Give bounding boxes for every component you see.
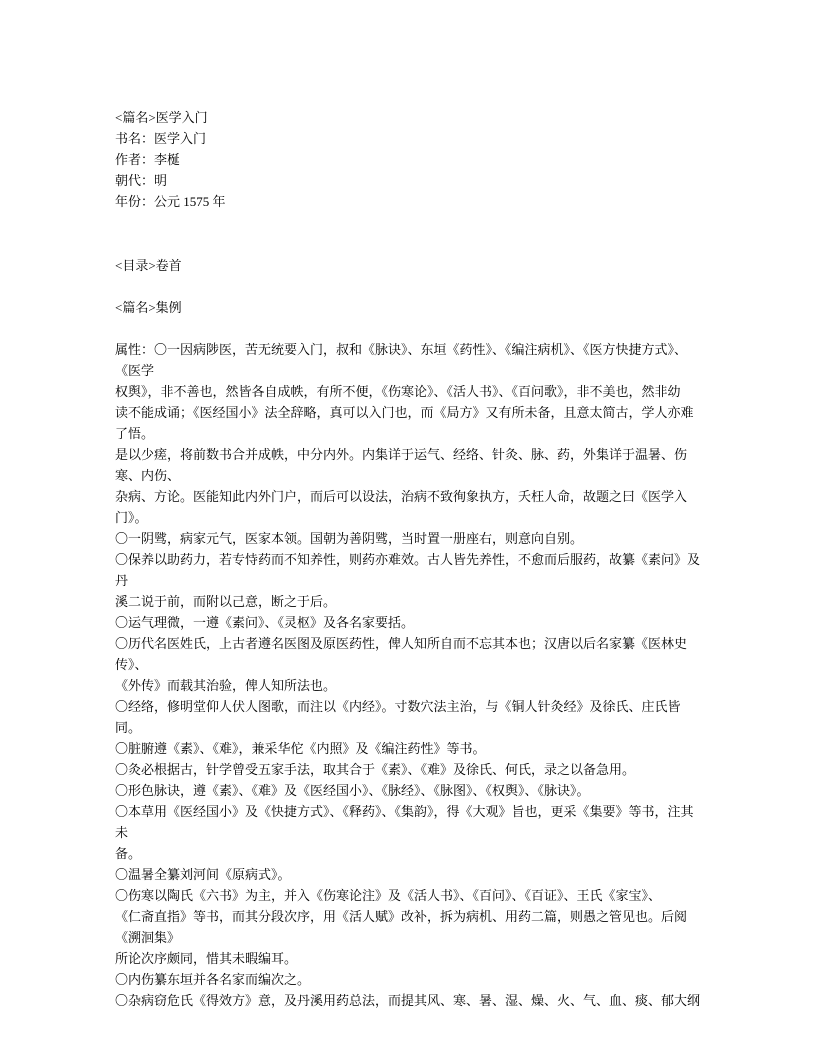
body-text-line: 〇保养以助药力，若专恃药而不知养性，则药亦难效。古人皆先养性，不愈而后服药，故纂《素问》及丹 <box>115 552 701 588</box>
body-text-line: 所论次序颇同，惜其未暇编耳。 <box>115 951 298 966</box>
body-text-line: 属性：〇一因病陟医，苦无统要入门，叔和《脉诀》、东垣《药性》、《编注病机》、《医方快捷方式》、《医学 <box>115 342 688 378</box>
body-text-line: 〇一阴骘，病家元气，医家本领。国朝为善阴骘，当时置一册座右，则意向自别。 <box>115 531 584 546</box>
body-text-line: 备。 <box>115 846 142 861</box>
body-text-line: 〇温暑全纂刘河间《原病式》。 <box>115 867 291 882</box>
body-text-line: 〇运气理微，一遵《素问》、《灵枢》及各名家要括。 <box>115 615 415 630</box>
body-text-line: 《外传》而载其治验，俾人知所法也。 <box>115 678 337 693</box>
metadata-line: <篇名>医学入门 <box>115 110 208 125</box>
body-text-line: 〇经络，修明堂仰人伏人图歌，而注以《内经》。寸数穴法主治，与《铜人针灸经》及徐氏、庄氏皆同。 <box>115 699 681 735</box>
body-text-line: 《仁斋直指》等书，而其分段次序，用《活人赋》改补，拆为病机、用药二篇，则愚之管见也。后阅《溯洄集》 <box>115 909 688 945</box>
body-text-line: 杂病、方论。医能知此内外门户，而后可以设法，治病不致徇象执方，夭枉人命，故题之曰《医学入门》。 <box>115 489 688 525</box>
body-text-line: 〇杂病窃危氏《得效方》意，及丹溪用药总法，而提其风、寒、暑、湿、燥、火、气、血、痰、郁大纲 <box>115 993 701 1008</box>
title-metadata-block <box>115 107 703 212</box>
body-text-line: 〇形色脉诀，遵《素》、《难》及《医经国小》、《脉经》、《脉图》、《权舆》、《脉诀》。 <box>115 783 590 798</box>
blank-line <box>115 318 703 339</box>
body-text-line: 〇脏腑遵《素》、《难》，兼采华佗《内照》及《编注药性》等书。 <box>115 741 486 756</box>
document-content <box>115 107 703 1011</box>
metadata-line: 书名：医学入门 <box>115 131 207 146</box>
body-text-line: 〇内伤纂东垣并各名家而编次之。 <box>115 972 311 987</box>
body-text-line: 〇本草用《医经国小》及《快捷方式》、《释药》、《集韵》，得《大观》旨也，更采《集要》等书，注其未 <box>115 804 694 840</box>
toc-marker-line: <目录>卷首 <box>115 258 182 273</box>
section-marker-line: <篇名>集例 <box>115 300 182 315</box>
body-text-line: 溪二说于前，而附以己意，断之于后。 <box>115 594 337 609</box>
blank-line <box>115 276 703 297</box>
body-text-line: 〇历代名医姓氏，上古者遵名医图及原医药性，俾人知所自而不忘其本也；汉唐以后名家纂《医林史传》、 <box>115 636 688 672</box>
body-text-line: 〇灸必根据古，针学曾受五家手法，取其合于《素》、《难》及徐氏、何氏，录之以备急用。 <box>115 762 636 777</box>
body-text-line: 权舆》，非不善也，然皆各自成帙，有所不便，《伤寒论》、《活人书》、《百问歌》，非不美也，然非幼 <box>115 384 681 399</box>
blank-lines <box>115 212 703 255</box>
body-text-line: 读不能成诵；《医经国小》法全辞略，真可以入门也，而《局方》又有所未备，且意太简古，学人亦难了悟。 <box>115 405 694 441</box>
body-text-line: 〇伤寒以陶氏《六书》为主，并入《伤寒论注》及《活人书》、《百问》、《百证》、王氏《家宝》、 <box>115 888 662 903</box>
metadata-line: 年份：公元 1575 年 <box>115 194 226 209</box>
metadata-line: 朝代：明 <box>115 173 168 188</box>
body-text-block <box>115 339 703 1011</box>
metadata-line: 作者：李梴 <box>115 152 181 167</box>
body-text-line: 是以少瘥，将前数书合并成帙，中分内外。内集详于运气、经络、针灸、脉、药，外集详于温暑、伤寒、内伤、 <box>115 447 688 483</box>
